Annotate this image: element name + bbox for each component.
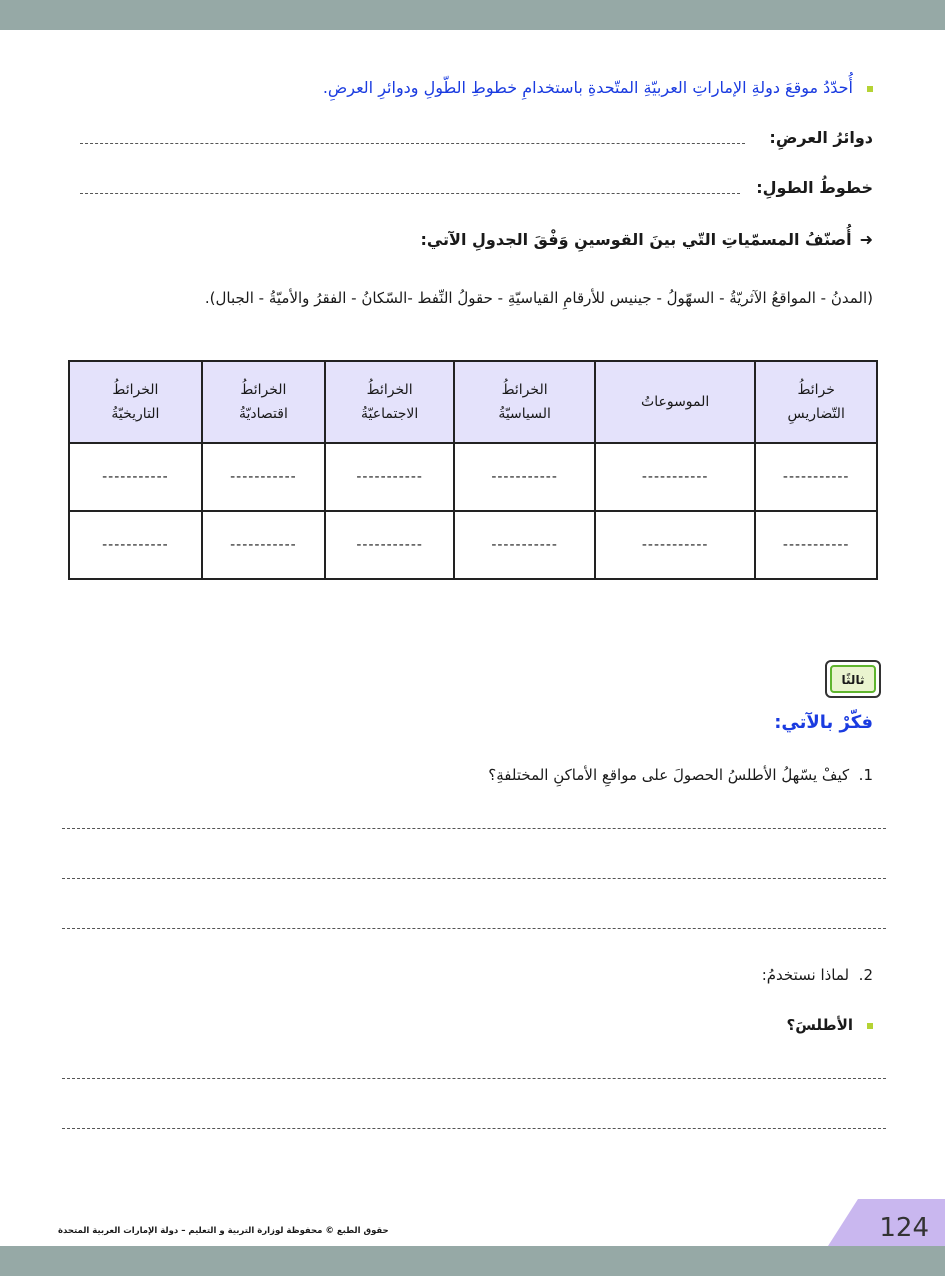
question-1-text: كيفْ يسّهلُ الأطلسُ الحصولَ على مواقعِ الأماكنِ المختلفةِ؟	[488, 766, 850, 784]
table-cell[interactable]: -----------	[595, 443, 755, 511]
answer-line[interactable]	[62, 1078, 886, 1079]
header-encyclopedias: الموسوعاتُ	[595, 361, 755, 443]
question-1-number: 1.	[858, 766, 873, 784]
terms-list: (المدنُ - المواقعُ الآثريّةُ - السهّولُ - جينيس للأرقامِ القياسيّةِ - حقولُ النِّفط -السّكانُ - الفقرُ والأميّةُ - الجبال).	[204, 289, 873, 307]
table-cell[interactable]: -----------	[325, 443, 454, 511]
top-bar	[0, 0, 945, 30]
task2-instruction: أُصنّفُ المسمّياتِ التّي بينَ القوسينِ وَفْقَ الجدولِ الآتي:	[420, 230, 852, 249]
answer-line[interactable]	[62, 878, 886, 879]
latitude-label: دوائرُ العرضِ:	[769, 128, 873, 147]
table-header-row	[69, 361, 877, 443]
table-cell[interactable]: -----------	[202, 511, 325, 579]
question-2-item-text: الأطلسَ؟	[786, 1016, 853, 1034]
task2-instruction-line	[420, 230, 873, 249]
table-cell[interactable]: -----------	[595, 511, 755, 579]
answer-line[interactable]	[62, 828, 886, 829]
table-cell[interactable]: -----------	[202, 443, 325, 511]
classification-table	[68, 360, 878, 580]
longitude-answer-line[interactable]	[80, 193, 740, 194]
question-2-item	[787, 1016, 873, 1034]
table-cell[interactable]: -----------	[69, 511, 202, 579]
question-2-text: لماذا نستخدمُ:	[761, 966, 850, 984]
answer-line[interactable]	[62, 928, 886, 929]
bullet-icon	[867, 1023, 873, 1029]
question-1	[488, 766, 873, 784]
table-cell[interactable]: -----------	[755, 443, 877, 511]
question-2	[762, 966, 873, 984]
answer-line[interactable]	[62, 1128, 886, 1129]
latitude-answer-line[interactable]	[80, 143, 745, 144]
table-row	[69, 511, 877, 579]
table-cell[interactable]: -----------	[454, 443, 595, 511]
table-cell[interactable]: -----------	[755, 511, 877, 579]
table-row	[69, 443, 877, 511]
header-political-maps: الخرائطُ السياسيّةُ	[454, 361, 595, 443]
header-social-maps: الخرائطُ الاجتماعيّةُ	[325, 361, 454, 443]
section-badge-label: ثالثًا	[830, 665, 876, 693]
bullet-icon	[867, 86, 873, 92]
task1-instruction: أُحدّدُ موقعَ دولةِ الإماراتِ العربيّةِ المتّحدةِ باستخدامِ خطوطِ الطّولِ ودوائرِ العرضِ.	[322, 78, 853, 97]
section-title: فكّرْ بالآتي:	[774, 712, 873, 733]
question-2-number: 2.	[858, 966, 873, 984]
header-relief-maps: خرائطُ التّضاريسِ	[755, 361, 877, 443]
arrow-icon: ➜	[859, 230, 873, 249]
table-cell[interactable]: -----------	[69, 443, 202, 511]
table-cell[interactable]: -----------	[454, 511, 595, 579]
header-economic-maps: الخرائطُ اقتصاديّةُ	[202, 361, 325, 443]
task1-instruction-line	[323, 78, 873, 97]
bottom-bar	[0, 1246, 945, 1276]
page-number: 124	[879, 1213, 929, 1243]
copyright-text: حقوق الطبع © محفوظة لوزارة التربية و التعليم – دولة الإمارات العربية المتحدة	[58, 1226, 389, 1236]
header-historical-maps: الخرائطُ التاريخيّةُ	[69, 361, 202, 443]
longitude-label: خطوطُ الطولِ:	[756, 178, 873, 197]
section-badge	[825, 660, 881, 698]
table-cell[interactable]: -----------	[325, 511, 454, 579]
